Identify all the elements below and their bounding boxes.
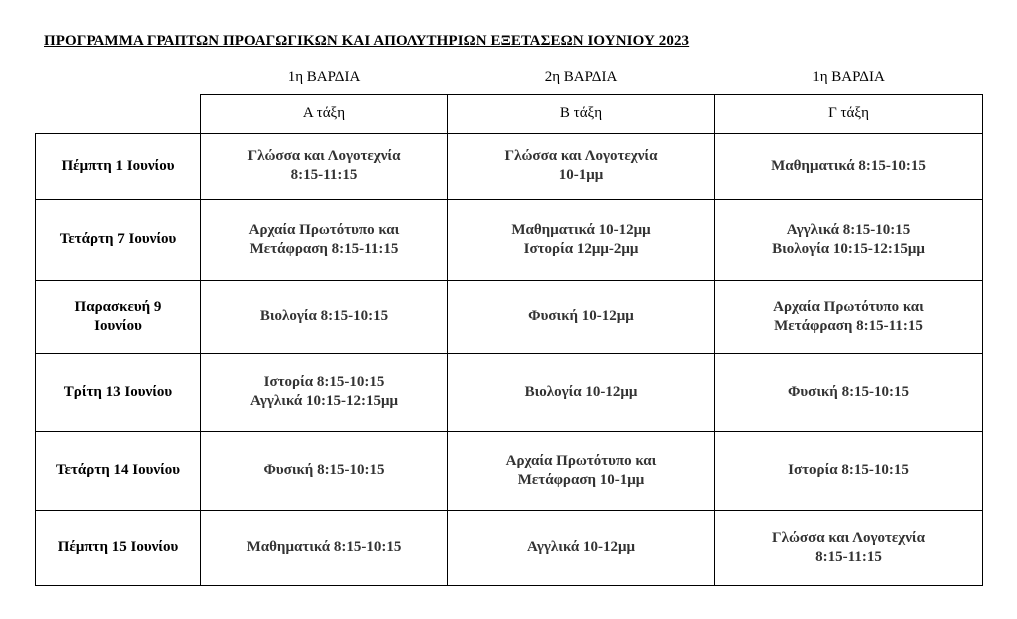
class-header-c: Γ τάξη — [715, 94, 983, 133]
shift-label-c: 1η ΒΑΡΔΙΑ — [812, 68, 885, 85]
exam-cell-a: Φυσική 8:15-10:15 — [201, 431, 448, 510]
table-row — [36, 510, 983, 585]
exam-cell-a: Γλώσσα και Λογοτεχνία 8:15-11:15 — [201, 133, 448, 199]
exam-cell-c: Φυσική 8:15-10:15 — [715, 353, 983, 431]
exam-cell-b: Γλώσσα και Λογοτεχνία 10-1μμ — [448, 133, 715, 199]
exam-day-cell: Τετάρτη 14 Ιουνίου — [36, 431, 201, 510]
exam-day-cell: Τρίτη 13 Ιουνίου — [36, 353, 201, 431]
exam-cell-c: Αρχαία Πρωτότυπο και Μετάφραση 8:15-11:15 — [715, 280, 983, 353]
exam-cell-a: Ιστορία 8:15-10:15 Αγγλικά 10:15-12:15μμ — [201, 353, 448, 431]
shift-label-b: 2η ΒΑΡΔΙΑ — [544, 68, 618, 85]
exam-cell-b: Φυσική 10-12μμ — [448, 280, 715, 353]
exam-day-cell: Παρασκευή 9 Ιουνίου — [36, 280, 201, 353]
exam-cell-c: Μαθηματικά 8:15-10:15 — [715, 133, 983, 199]
shift-header-row — [36, 61, 983, 94]
exam-cell-c: Αγγλικά 8:15-10:15 Βιολογία 10:15-12:15μμ — [715, 199, 983, 280]
exam-cell-b: Αγγλικά 10-12μμ — [448, 510, 715, 585]
class-header-a: Α τάξη — [201, 94, 448, 133]
table-row — [36, 133, 983, 199]
shift-label-a: 1η ΒΑΡΔΙΑ — [287, 68, 361, 85]
table-row — [36, 199, 983, 280]
corner-blank-cell-2 — [36, 94, 201, 133]
table-row — [36, 353, 983, 431]
exam-schedule-table — [35, 61, 983, 586]
class-header-b: Β τάξη — [448, 94, 715, 133]
exam-cell-b: Βιολογία 10-12μμ — [448, 353, 715, 431]
table-row — [36, 431, 983, 510]
exam-cell-a: Μαθηματικά 8:15-10:15 — [201, 510, 448, 585]
class-header-row — [36, 94, 983, 133]
exam-day-cell: Τετάρτη 7 Ιουνίου — [36, 199, 201, 280]
corner-blank-cell — [36, 61, 201, 94]
exam-day-cell: Πέμπτη 15 Ιουνίου — [36, 510, 201, 585]
exam-cell-a: Βιολογία 8:15-10:15 — [201, 280, 448, 353]
exam-cell-c: Γλώσσα και Λογοτεχνία 8:15-11:15 — [715, 510, 983, 585]
exam-day-cell: Πέμπτη 1 Ιουνίου — [36, 133, 201, 199]
exam-cell-a: Αρχαία Πρωτότυπο και Μετάφραση 8:15-11:15 — [201, 199, 448, 280]
exam-cell-b: Μαθηματικά 10-12μμ Ιστορία 12μμ-2μμ — [448, 199, 715, 280]
table-row — [36, 280, 983, 353]
document-title: ΠΡΟΓΡΑΜΜΑ ΓΡΑΠΤΩΝ ΠΡΟΑΓΩΓΙΚΩΝ ΚΑΙ ΑΠΟΛΥΤΗΡΙΩΝ ΕΞΕΤΑΣΕΩΝ ΙΟΥΝΙΟΥ 2023 — [44, 33, 690, 49]
exam-cell-c: Ιστορία 8:15-10:15 — [715, 431, 983, 510]
exam-cell-b: Αρχαία Πρωτότυπο και Μετάφραση 10-1μμ — [448, 431, 715, 510]
